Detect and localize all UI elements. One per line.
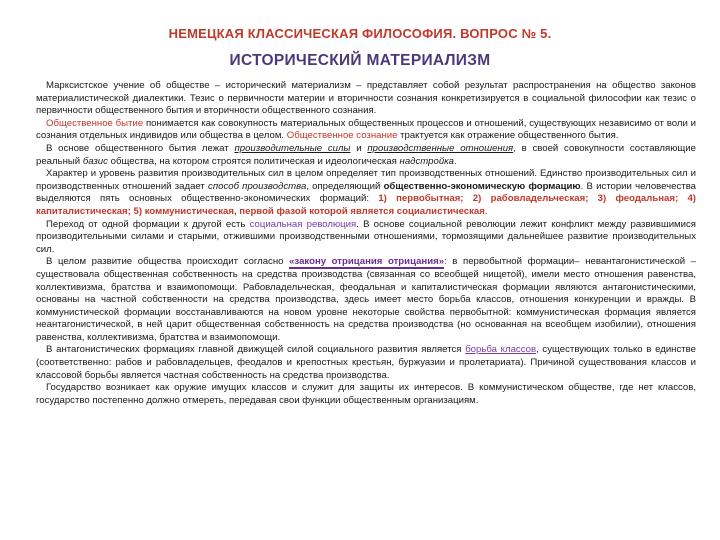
term-productive-forces: производительные силы xyxy=(234,142,351,154)
paragraph-4: Характер и уровень развития производительных сил в целом определяет тип производственных отношений. Единство производительных сил и производственных отношений задает способ производства, определяющий общественно-экономическую формацию. В истории человечества выделяются пять основных общественно-экономических формаций: 1) первобытная; 2) рабовладельческая; 3) феодальная; 4) капиталистическая; 5) коммунистическая, первой фазой которой является социалистическая. xyxy=(36,168,697,217)
term-socio-economic-formation: общественно-экономическую формацию xyxy=(383,180,581,192)
term-production-relations: производственные отношения xyxy=(367,142,514,154)
paragraph-8: Государство возникает как оружие имущих классов и служит для защиты их интересов. В коммунистическом обществе, где нет классов, государство постепенно должно отмереть, передавая свои функции общественным организациям. xyxy=(36,382,696,406)
term-mode-of-production: способ производства xyxy=(208,180,307,192)
document-body xyxy=(36,80,696,407)
page-title: ИСТОРИЧЕСКИЙ МАТЕРИАЛИЗМ xyxy=(229,52,491,69)
term-superstructure: надстройка xyxy=(399,155,455,167)
paragraph-7: В антагонистических формациях главной движущей силой социального развития является борьба классов, существующих только в единстве (соответственно: рабов и рабовладельцев, феодалов и крепостных крестьян, буржуазии и пролетариата). Причиной существования классов и классовой борьбы является частная собственность на средства производства. xyxy=(36,344,696,381)
term-social-being: Общественное бытие xyxy=(46,117,144,129)
paragraph-3: В основе общественного бытия лежат производительные силы и производственные отношения, в своей совокупности составляющие реальный базис общества, на котором строятся политическая и идеологическая надстройка. xyxy=(36,142,696,167)
paragraph-5: Переход от одной формации к другой есть социальная революция. В основе социальной революции лежит конфликт между развившимися производительными силами и старыми, отжившими производственными отношениями, тормозящими дальнейшее развитие производительных сил. xyxy=(36,218,696,255)
formations-list: 1) первобытная; 2) рабовладельческая; 3) феодальная; 4) капиталистическая; 5) коммунистическая, первой фазой которой является социалистическая xyxy=(36,193,696,217)
term-negation-law: «закону отрицания отрицания» xyxy=(289,256,445,268)
paragraph-2: Общественное бытие понимается как совокупность материальных общественных процессов и отношений, существующих независимо от воли и сознания отдельных индивидов или общества в целом. Общественное сознание трактуется как отражение общественного бытия. xyxy=(36,117,696,142)
term-basis: базис xyxy=(82,155,108,167)
term-social-consciousness: Общественное сознание xyxy=(286,130,398,142)
course-header: НЕМЕЦКАЯ КЛАССИЧЕСКАЯ ФИЛОСОФИЯ. ВОПРОС № 5. xyxy=(168,26,552,41)
term-class-struggle: борьба классов xyxy=(465,344,537,356)
term-social-revolution: социальная революция xyxy=(249,218,357,230)
paragraph-1: Марксистское учение об обществе – исторический материализм – представляет собой результат распространения на общество законов материалистической диалектики. Тезис о первичности материи и вторичности сознания конкретизируется в социальной философии как тезис о первичности общественного бытия и вторичности общественного сознания. xyxy=(36,80,696,117)
paragraph-6: В целом развитие общества происходит согласно «закону отрицания отрицания»: в первобытной формации– невантагонистической – существовала общественная собственность на средства производства (связанная со всеобщей нищетой), имели место отношения равенства, коллективизма, братства и взаимопомощи. Рабовладельческая, феодальная и капиталистическая формации являются антагонистическими, основаны на частной собственности на средства производства, здесь имеет место борьба классов, отношения конкуренции и вражды. В коммунистической формации восстанавливаются на новом уровне некоторые свойства первобытной: коммунистическая формация является неантагонистической, в ней царит общественная собственность на средства производства (но основанная на всеобщем изобилии), отношения равенства, коллективизма, братства и взаимопомощи. xyxy=(36,256,696,343)
